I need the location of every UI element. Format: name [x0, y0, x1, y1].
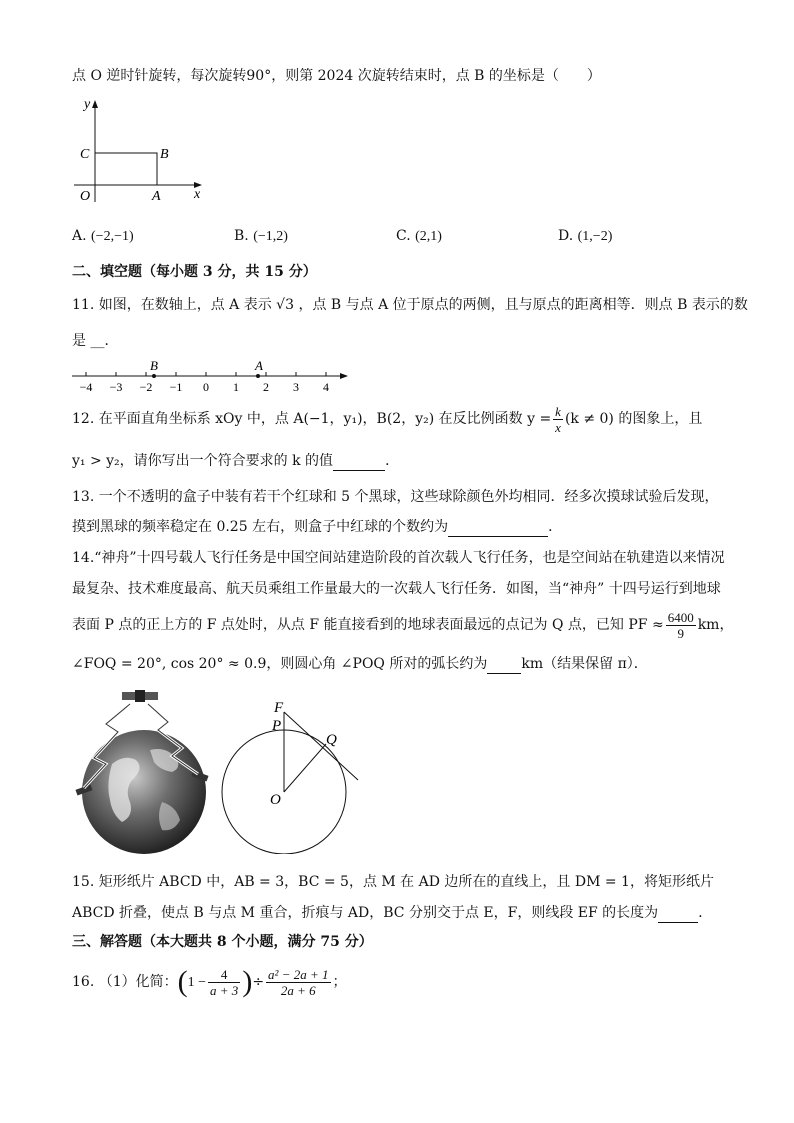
q11-tick-label: −3	[109, 380, 123, 394]
q10-stem: 点 O 逆时针旋转，每次旋转90°，则第 2024 次旋转结束时，点 B 的坐标是（ ）	[72, 68, 601, 84]
q10-label-B: B	[160, 147, 169, 162]
q11-tick-label: −4	[79, 380, 93, 394]
q16-fraction-2: $\frac{\text{a² − 2a + 1}}{2a + 6}$	[268, 966, 329, 998]
q14-circle-figure	[218, 694, 368, 854]
q12-line1: 12. 在平面直角坐标系 xOy 中，点 A(−1，y₁)，B(2，y₂) 在反比例函数 y = $\frac{k}{x}$ (k ≠ 0) 的图象上，且	[72, 403, 703, 435]
q12-fraction: $\frac{k}{x}$	[555, 403, 561, 435]
q11-label-B: B	[150, 358, 158, 373]
q11-tick-label: 2	[263, 380, 269, 394]
q13-line1: 13. 一个不透明的盒子中装有若干个红球和 5 个黑球，这些球除颜色外均相同．经多次摸球试验后发现，	[72, 489, 719, 505]
q10-option-a: A. (−2,−1)	[72, 228, 134, 244]
q14-line1: 14.“神舟”十四号载人飞行任务是中国空间站建造阶段的首次载人飞行任务，也是空间站在轨建造以来情况	[72, 550, 725, 566]
q14-line3: 表面 P 点的正上方的 F 点处时，从点 F 能直接看到的地球表面最远的点记为 Q 点，已知 PF ≈ $\frac{6400}{9}$ km，	[72, 609, 734, 641]
q13-answer-blank	[448, 520, 548, 537]
q11-point-A	[256, 374, 260, 378]
q15-line1: 15. 矩形纸片 ABCD 中，AB = 3，BC = 5，点 M 在 AD 边所在的直线上，且 DM = 1，将矩形纸片	[72, 874, 714, 890]
q11-number-line	[70, 356, 360, 396]
q11-label-A: A	[255, 358, 263, 373]
q14-label-F: F	[274, 700, 284, 716]
q14-line4: ∠FOQ = 20°, cos 20° ≈ 0.9，则圆心角 ∠POQ 所对的弧长约为 km（结果保留 π）．	[72, 656, 648, 672]
q14-answer-blank	[487, 657, 521, 674]
q13-line2: 摸到黑球的频率稳定在 0.25 左右，则盒子中红球的个数约为 ．	[72, 519, 563, 535]
q10-coordinate-figure	[70, 94, 210, 206]
q12-answer-blank	[333, 454, 385, 471]
q10-label-y: y	[84, 97, 91, 112]
q11-tick-label: 1	[233, 380, 239, 394]
q11-tick-label: 3	[293, 380, 299, 394]
q10-option-b: B. (−1,2)	[234, 228, 288, 244]
q10-label-C: C	[80, 147, 90, 162]
q10-label-O: O	[80, 189, 91, 204]
q11-line2: 是 __．	[72, 333, 119, 349]
q14-label-P: P	[272, 718, 282, 734]
q10-label-A: A	[152, 189, 161, 204]
q10-label-x: x	[194, 187, 201, 202]
q16-fraction-1: $\frac{4}{a + 3}$	[210, 966, 239, 998]
q11-line1: 11. 如图，在数轴上，点 A 表示 √3 ，点 B 与点 A 位于原点的两侧，且与原点的距离相等．则点 B 表示的数	[72, 297, 748, 313]
q15-answer-blank	[658, 906, 698, 923]
section-3-heading: 三、解答题（本大题共 8 个小题，满分 75 分）	[72, 934, 373, 950]
q10-option-c: C. (2,1)	[396, 228, 442, 244]
q16-line1: 16. （1）化简：(1 − $\frac{4}{a + 3}$ )÷ $\frac{\text{a² − 2a + 1}}{2a + 6}$ ；	[72, 965, 347, 998]
q11-tick-label: 4	[323, 380, 329, 394]
q11-tick-label: 0	[203, 380, 209, 394]
q14-label-O: O	[270, 792, 281, 808]
q15-line2: ABCD 折叠，使点 B 与点 M 重合，折痕与 AD，BC 分别交于点 E，F，则线段 EF 的长度为 ．	[72, 905, 713, 921]
q11-tick-label: −2	[139, 380, 153, 394]
q11-point-B	[152, 374, 156, 378]
section-2-heading: 二、填空题（每小题 3 分，共 15 分）	[72, 264, 317, 280]
q14-fraction: $\frac{6400}{9}$	[667, 609, 694, 641]
q11-tick-label: −1	[169, 380, 183, 394]
q12-line2: y₁ > y₂，请你写出一个符合要求的 k 的值 ．	[72, 453, 400, 469]
q10-option-d: D. (1,−2)	[558, 228, 613, 244]
q14-label-Q: Q	[326, 732, 337, 748]
earth-satellite-illustration	[72, 684, 212, 862]
q14-line2: 最复杂、技术难度最高、航天员乘组工作量最大的一次载人飞行任务．如图，当“神舟” 十四号运行到地球	[72, 581, 721, 597]
